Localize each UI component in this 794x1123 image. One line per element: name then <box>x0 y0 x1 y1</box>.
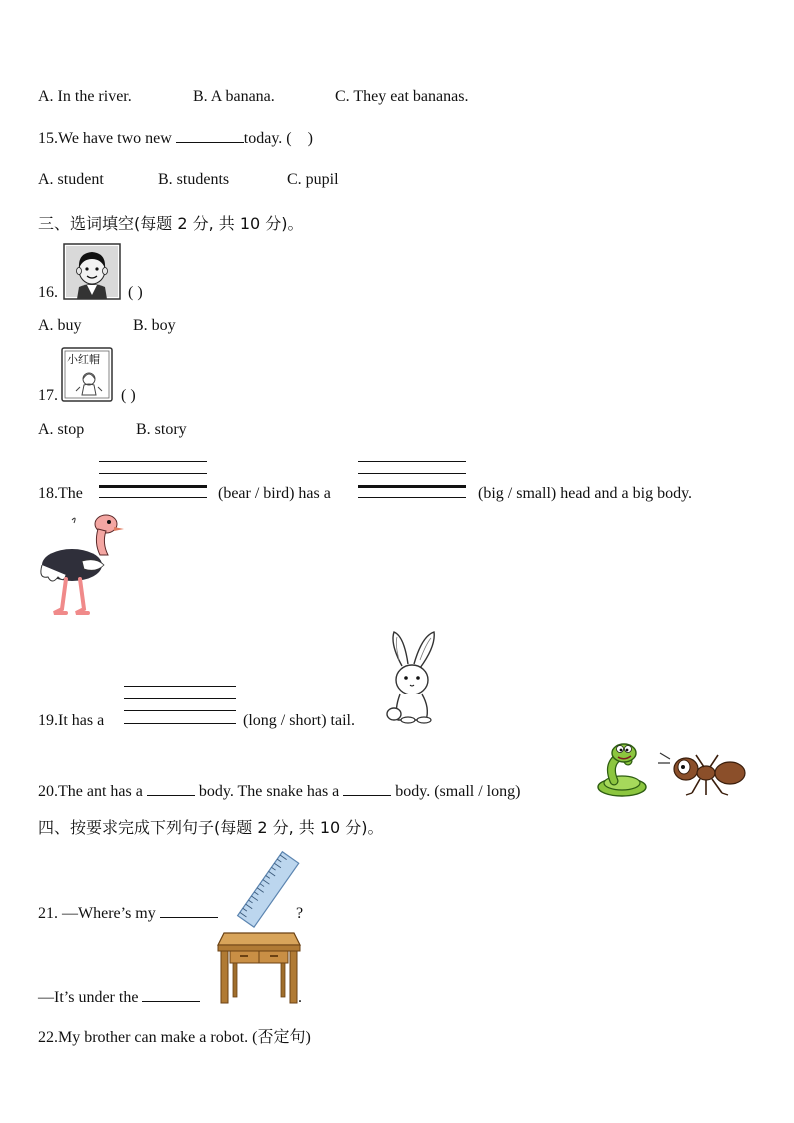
q14-option-c: C. They eat bananas. <box>335 88 469 105</box>
ruler-icon <box>240 857 298 923</box>
ant-icon <box>656 751 748 799</box>
q17-answer-paren[interactable]: ( ) <box>121 387 136 404</box>
q15-prefix: 15.We have two new <box>38 130 176 147</box>
section-3-heading: 三、选词填空(每题 2 分, 共 10 分)。 <box>38 214 304 233</box>
q14-option-b: B. A banana. <box>193 88 275 105</box>
snake-icon <box>594 741 650 799</box>
q21-line-2-prefix: —It’s under the <box>38 989 139 1006</box>
q21-blank-1[interactable] <box>160 917 218 918</box>
q20-sentence <box>38 783 520 801</box>
q16-number: 16. <box>38 284 58 301</box>
q21-line-1 <box>38 905 218 923</box>
q15-question <box>38 130 313 148</box>
q22-question: 22.My brother can make a robot. (否定句) <box>38 1029 311 1046</box>
q19-choice: (long / short) tail. <box>243 712 355 729</box>
q15-option-a: A. student <box>38 171 104 188</box>
q21-line-2-suffix: . <box>298 989 302 1006</box>
desk-icon <box>218 931 300 1005</box>
q21-line-2 <box>38 989 200 1007</box>
ostrich-icon <box>36 513 110 616</box>
q21-line-1-suffix: ? <box>296 905 304 922</box>
q20-part-2: body. The snake has a <box>198 783 340 800</box>
q20-part-1: 20.The ant has a <box>38 783 143 800</box>
storybook-title: 小红帽 <box>67 353 100 366</box>
q20-blank-1[interactable] <box>147 795 195 796</box>
q16-option-b: B. boy <box>133 317 176 334</box>
q18-choice-2: (big / small) head and a big body. <box>478 485 693 502</box>
q15-close: ) <box>307 130 313 147</box>
section-4-heading: 四、按要求完成下列句子(每题 2 分, 共 10 分)。 <box>38 818 384 837</box>
q15-blank[interactable] <box>176 142 244 143</box>
q19-prefix: 19.It has a <box>38 712 105 729</box>
q16-option-a: A. buy <box>38 317 82 334</box>
q18-prefix: 18.The <box>38 485 83 502</box>
q17-number: 17. <box>38 387 58 404</box>
q20-part-3: body. (small / long) <box>395 783 521 800</box>
q15-option-b: B. students <box>158 171 230 188</box>
q14-option-a: A. In the river. <box>38 88 132 105</box>
q15-suffix: today. ( <box>243 130 292 147</box>
q21-blank-2[interactable] <box>142 1001 200 1002</box>
q15-option-c: C. pupil <box>287 171 339 188</box>
rabbit-icon <box>382 630 440 724</box>
q16-answer-paren[interactable]: ( ) <box>128 284 143 301</box>
q17-option-a: A. stop <box>38 421 85 438</box>
boy-picture-icon <box>63 243 121 300</box>
q21-line-1-prefix: 21. —Where’s my <box>38 905 156 922</box>
q20-blank-2[interactable] <box>343 795 391 796</box>
q18-choice-1: (bear / bird) has a <box>218 485 331 502</box>
q17-option-b: B. story <box>136 421 187 438</box>
